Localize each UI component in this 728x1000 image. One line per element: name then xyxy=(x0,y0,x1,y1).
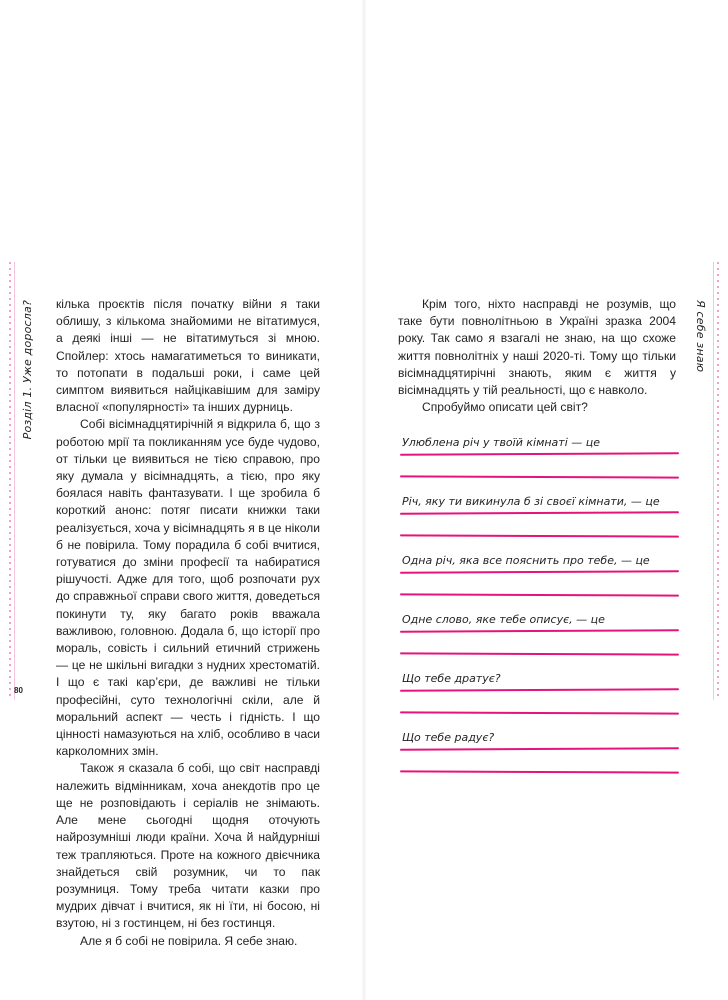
write-line xyxy=(400,570,679,573)
prompt-label: Улюблена річ у твоїй кімнаті — це xyxy=(402,436,601,449)
prompt-label: Що тебе дратує? xyxy=(402,672,501,685)
write-line xyxy=(400,688,679,691)
write-line xyxy=(400,511,679,514)
left-edge-marks xyxy=(9,262,11,700)
prompt-one-word xyxy=(400,613,680,672)
right-paragraph-1: Крім того, ніхто насправді не розумів, що таке бути повнолітньою в Україні зразка 2004 року. Так само я взагалі не знаю, на що схоже життя повнолітніх у наші 2020-ті. Тому що тільки вісімнадцятирічні знають, яким є життя у вісімнадцять у тій реальності, що є навколо. xyxy=(398,297,676,398)
left-margin-rule xyxy=(14,262,15,700)
page-number: 80 xyxy=(14,686,23,695)
left-paragraph-4: Але я б собі не повірила. Я себе знаю. xyxy=(80,933,298,948)
right-margin-rule xyxy=(713,262,714,700)
right-body-text xyxy=(398,296,676,416)
prompt-one-thing-explains xyxy=(400,554,680,613)
write-line xyxy=(400,475,679,478)
write-line xyxy=(400,534,679,537)
prompt-what-annoys xyxy=(400,672,680,731)
right-edge-marks xyxy=(717,262,719,700)
left-paragraph-3: Також я сказала б собі, що світ насправді належить відмінникам, хоча анекдотів про це ще не розповідають і серіалів не знімають. Але мене сьогодні щодня оточують найрозумніші люди країни. Хоча й найдурніші теж трапляються. Проте на кожного двієчника знайдеться свій розумник, чи то пак розумниця. Тому треба читати казки про мудрих дівчат і вчитися, як ні їти, ні босою, ні взутою, ні з гостинцем, ні без гостинця. xyxy=(56,761,320,931)
left-body-text xyxy=(56,296,320,950)
write-line xyxy=(400,652,679,655)
prompt-thing-to-throw-away xyxy=(400,495,680,554)
write-line xyxy=(400,770,679,773)
write-line xyxy=(400,629,679,632)
prompt-label: Одне слово, яке тебе описує, — це xyxy=(402,613,605,626)
prompt-favorite-thing xyxy=(400,436,680,495)
left-running-head: Розділ 1. Уже доросла? xyxy=(21,300,34,440)
prompt-label: Річ, яку ти викинула б зі своєї кімнати, — це xyxy=(402,495,660,508)
prompt-label: Що тебе радує? xyxy=(402,731,495,744)
right-paragraph-2: Спробуймо описати цей світ? xyxy=(422,400,588,415)
right-running-head: Я себе знаю xyxy=(694,300,707,373)
write-line xyxy=(400,593,679,596)
workbook-prompts xyxy=(400,436,680,790)
write-line xyxy=(400,747,679,750)
prompt-what-pleases xyxy=(400,731,680,790)
left-paragraph-2: Собі вісімнадцятирічній я відкрила б, що з роботою мрії та покликанням усе буде чудово, от тільки це виявиться не тією справою, про яку думала у вісімнадцять, а тією, про яку боялася навіть фантазувати. І ще зробила б короткий анонс: потяг писати книжки таки реалізується, хоча у вісімнадцять я в це ніколи б не повірила. Тому порадила б собі вчитися, готуватися до зміни професії та набиратися рішучості. Адже для того, щоб розпочати рух до справжньої справи свого життя, доведеться покинути ту, яку багато років вважала важливою, головною. Додала б, що історії про мораль, совість і сильний етичний стрижень — це не шкільні вигадки з нудних хрестоматій. І що є такі кар’єри, де важливі не тільки професійні, суто технологічні скіли, але й моральний аспект — честь і гідність. І що цінності намазуються на хліб, особливо в часи карколомних змін. xyxy=(56,417,320,759)
left-paragraph-1: кілька проєктів після початку війни я таки облишу, з кількома знайомими не вітатимуся, а деякі інші — не вітатимуться зі мною. Спойлер: хтось намагатиметься то виникати, то потопати в подальші роки, і саме цей симптом виявиться найцікавішим для заміру власної «популярності» та інших дурниць. xyxy=(56,297,320,415)
write-line xyxy=(400,452,679,455)
write-line xyxy=(400,711,679,714)
prompt-label: Одна річ, яка все пояснить про тебе, — це xyxy=(402,554,650,567)
